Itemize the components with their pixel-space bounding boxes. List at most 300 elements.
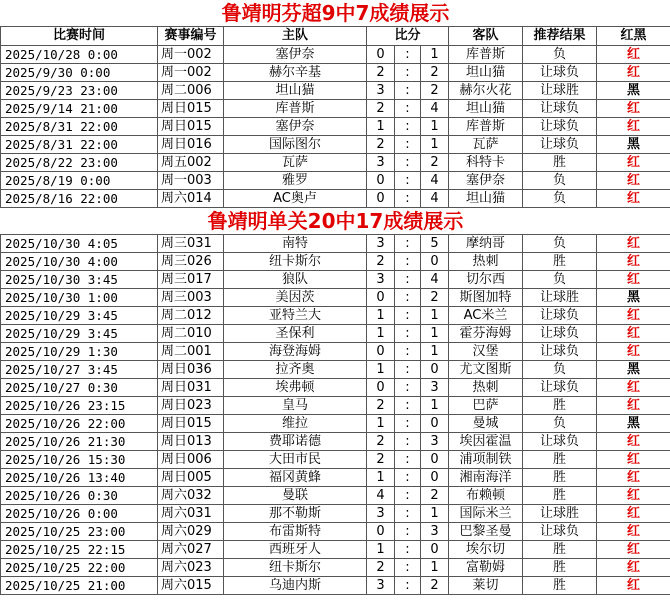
- home-score-cell: 3: [367, 235, 395, 253]
- header-row: [1, 27, 670, 46]
- result-cell: 红: [597, 379, 670, 397]
- home-team-cell: 国际图尔: [224, 136, 367, 154]
- score-separator-cell: :: [395, 487, 421, 505]
- match-code-cell: 周日015: [158, 100, 224, 118]
- table-row: [1, 190, 670, 208]
- table-row: [1, 523, 670, 541]
- score-separator-cell: :: [395, 82, 421, 100]
- home-team-cell: 南特: [224, 235, 367, 253]
- home-team-cell: 大田市民: [224, 451, 367, 469]
- match-time-cell: 2025/10/29 1:30: [1, 343, 158, 361]
- match-code-cell: 周二012: [158, 307, 224, 325]
- match-time-cell: 2025/10/25 22:00: [1, 559, 158, 577]
- recommendation-cell: 让球胜: [523, 289, 597, 307]
- away-team-cell: 埃因霍温: [449, 433, 523, 451]
- match-time-cell: 2025/10/26 0:00: [1, 505, 158, 523]
- match-time-cell: 2025/10/29 3:45: [1, 325, 158, 343]
- match-time-cell: 2025/8/31 22:00: [1, 118, 158, 136]
- match-time-cell: 2025/10/26 21:30: [1, 433, 158, 451]
- away-team-cell: 埃尔切: [449, 541, 523, 559]
- result-cell: 红: [597, 505, 670, 523]
- match-code-cell: 周日005: [158, 469, 224, 487]
- recommendation-cell: 胜: [523, 253, 597, 271]
- header-code: 赛事编号: [158, 27, 224, 46]
- home-team-cell: 坦山猫: [224, 82, 367, 100]
- home-score-cell: 0: [367, 343, 395, 361]
- recommendation-cell: 胜: [523, 541, 597, 559]
- section2-title: 鲁靖明单关20中17成绩展示: [207, 209, 464, 233]
- home-score-cell: 3: [367, 505, 395, 523]
- home-score-cell: 1: [367, 307, 395, 325]
- match-time-cell: 2025/10/30 3:45: [1, 271, 158, 289]
- match-time-cell: 2025/10/27 0:30: [1, 379, 158, 397]
- header-rec: 推荐结果: [523, 27, 597, 46]
- home-score-cell: 3: [367, 154, 395, 172]
- table-row: [1, 541, 670, 559]
- home-team-cell: 海登海姆: [224, 343, 367, 361]
- home-score-cell: 0: [367, 289, 395, 307]
- away-team-cell: 瓦萨: [449, 136, 523, 154]
- match-code-cell: 周日031: [158, 379, 224, 397]
- recommendation-cell: 负: [523, 361, 597, 379]
- match-time-cell: 2025/10/29 3:45: [1, 307, 158, 325]
- result-cell: 红: [597, 307, 670, 325]
- away-team-cell: 浦项制铁: [449, 451, 523, 469]
- match-code-cell: 周三003: [158, 289, 224, 307]
- away-team-cell: 湘南海洋: [449, 469, 523, 487]
- table-row: [1, 172, 670, 190]
- away-score-cell: 0: [421, 451, 449, 469]
- away-team-cell: 国际米兰: [449, 505, 523, 523]
- table-row: [1, 82, 670, 100]
- recommendation-cell: 让球负: [523, 307, 597, 325]
- home-score-cell: 1: [367, 325, 395, 343]
- match-code-cell: 周二010: [158, 325, 224, 343]
- match-time-cell: 2025/8/19 0:00: [1, 172, 158, 190]
- recommendation-cell: 负: [523, 271, 597, 289]
- home-team-cell: 维拉: [224, 415, 367, 433]
- home-team-cell: 拉齐奥: [224, 361, 367, 379]
- score-separator-cell: :: [395, 559, 421, 577]
- recommendation-cell: 让球负: [523, 118, 597, 136]
- away-team-cell: 坦山猫: [449, 100, 523, 118]
- match-code-cell: 周日015: [158, 415, 224, 433]
- away-score-cell: 0: [421, 361, 449, 379]
- home-team-cell: 曼联: [224, 487, 367, 505]
- match-code-cell: 周六027: [158, 541, 224, 559]
- away-score-cell: 2: [421, 577, 449, 595]
- result-cell: 红: [597, 118, 670, 136]
- home-team-cell: 西班牙人: [224, 541, 367, 559]
- recommendation-cell: 让球负: [523, 433, 597, 451]
- away-team-cell: 布赖顿: [449, 487, 523, 505]
- result-cell: 红: [597, 487, 670, 505]
- result-cell: 黑: [597, 361, 670, 379]
- recommendation-cell: 让球负: [523, 64, 597, 82]
- home-score-cell: 0: [367, 46, 395, 64]
- score-separator-cell: :: [395, 397, 421, 415]
- match-code-cell: 周六029: [158, 523, 224, 541]
- result-cell: 黑: [597, 415, 670, 433]
- home-team-cell: 狼队: [224, 271, 367, 289]
- away-team-cell: 热刺: [449, 379, 523, 397]
- home-team-cell: AC奥卢: [224, 190, 367, 208]
- away-team-cell: 斯图加特: [449, 289, 523, 307]
- match-time-cell: 2025/8/16 22:00: [1, 190, 158, 208]
- score-separator-cell: :: [395, 415, 421, 433]
- result-cell: 红: [597, 325, 670, 343]
- away-score-cell: 3: [421, 523, 449, 541]
- home-team-cell: 费耶诺德: [224, 433, 367, 451]
- away-team-cell: 摩纳哥: [449, 235, 523, 253]
- table-row: [1, 433, 670, 451]
- result-cell: 红: [597, 469, 670, 487]
- match-time-cell: 2025/10/30 4:05: [1, 235, 158, 253]
- match-code-cell: 周二001: [158, 343, 224, 361]
- recommendation-cell: 胜: [523, 154, 597, 172]
- recommendation-cell: 让球负: [523, 343, 597, 361]
- header-res: 红黑: [597, 27, 670, 46]
- score-separator-cell: :: [395, 451, 421, 469]
- table-row: [1, 289, 670, 307]
- result-cell: 红: [597, 253, 670, 271]
- section2-title-row: [1, 208, 670, 235]
- match-code-cell: 周一002: [158, 46, 224, 64]
- match-code-cell: 周三017: [158, 271, 224, 289]
- match-time-cell: 2025/8/31 22:00: [1, 136, 158, 154]
- score-separator-cell: :: [395, 523, 421, 541]
- table-row: [1, 235, 670, 253]
- away-team-cell: 汉堡: [449, 343, 523, 361]
- match-code-cell: 周六014: [158, 190, 224, 208]
- score-separator-cell: :: [395, 100, 421, 118]
- away-score-cell: 1: [421, 325, 449, 343]
- away-team-cell: 曼城: [449, 415, 523, 433]
- recommendation-cell: 让球负: [523, 325, 597, 343]
- score-separator-cell: :: [395, 307, 421, 325]
- result-cell: 红: [597, 64, 670, 82]
- away-score-cell: 1: [421, 118, 449, 136]
- recommendation-cell: 让球负: [523, 523, 597, 541]
- home-team-cell: 赫尔辛基: [224, 64, 367, 82]
- home-score-cell: 2: [367, 64, 395, 82]
- match-time-cell: 2025/10/30 1:00: [1, 289, 158, 307]
- result-cell: 红: [597, 397, 670, 415]
- table-row: [1, 307, 670, 325]
- table-row: [1, 271, 670, 289]
- score-separator-cell: :: [395, 541, 421, 559]
- home-team-cell: 塞伊奈: [224, 46, 367, 64]
- home-team-cell: 乌迪内斯: [224, 577, 367, 595]
- away-score-cell: 3: [421, 433, 449, 451]
- away-score-cell: 2: [421, 154, 449, 172]
- match-code-cell: 周三026: [158, 253, 224, 271]
- home-score-cell: 2: [367, 451, 395, 469]
- away-team-cell: 坦山猫: [449, 190, 523, 208]
- match-time-cell: 2025/10/27 3:45: [1, 361, 158, 379]
- result-cell: 黑: [597, 289, 670, 307]
- table-row: [1, 253, 670, 271]
- match-code-cell: 周日006: [158, 451, 224, 469]
- result-cell: 红: [597, 190, 670, 208]
- away-score-cell: 1: [421, 307, 449, 325]
- away-score-cell: 2: [421, 289, 449, 307]
- result-cell: 红: [597, 577, 670, 595]
- score-separator-cell: :: [395, 577, 421, 595]
- away-score-cell: 1: [421, 505, 449, 523]
- result-cell: 黑: [597, 82, 670, 100]
- away-score-cell: 0: [421, 469, 449, 487]
- home-score-cell: 0: [367, 172, 395, 190]
- match-time-cell: 2025/10/26 15:30: [1, 451, 158, 469]
- away-score-cell: 3: [421, 379, 449, 397]
- header-home: 主队: [224, 27, 367, 46]
- result-cell: 红: [597, 100, 670, 118]
- away-score-cell: 2: [421, 487, 449, 505]
- away-score-cell: 1: [421, 397, 449, 415]
- away-team-cell: 科特卡: [449, 154, 523, 172]
- table-row: [1, 100, 670, 118]
- table-row: [1, 64, 670, 82]
- match-code-cell: 周五002: [158, 154, 224, 172]
- away-score-cell: 5: [421, 235, 449, 253]
- match-code-cell: 周六015: [158, 577, 224, 595]
- header-time: 比赛时间: [1, 27, 158, 46]
- score-separator-cell: :: [395, 136, 421, 154]
- match-code-cell: 周日016: [158, 136, 224, 154]
- table-row: [1, 505, 670, 523]
- recommendation-cell: 让球胜: [523, 82, 597, 100]
- away-team-cell: 富勒姆: [449, 559, 523, 577]
- score-separator-cell: :: [395, 505, 421, 523]
- home-score-cell: 0: [367, 190, 395, 208]
- table-row: [1, 415, 670, 433]
- match-code-cell: 周日015: [158, 118, 224, 136]
- away-team-cell: 热刺: [449, 253, 523, 271]
- table-row: [1, 469, 670, 487]
- result-cell: 红: [597, 172, 670, 190]
- score-separator-cell: :: [395, 118, 421, 136]
- home-team-cell: 塞伊奈: [224, 118, 367, 136]
- away-team-cell: 尤文图斯: [449, 361, 523, 379]
- home-score-cell: 0: [367, 379, 395, 397]
- match-code-cell: 周日013: [158, 433, 224, 451]
- home-team-cell: 雅罗: [224, 172, 367, 190]
- home-team-cell: 库普斯: [224, 100, 367, 118]
- match-code-cell: 周六031: [158, 505, 224, 523]
- away-score-cell: 0: [421, 253, 449, 271]
- match-time-cell: 2025/10/28 0:00: [1, 46, 158, 64]
- home-score-cell: 1: [367, 415, 395, 433]
- away-team-cell: 霍芬海姆: [449, 325, 523, 343]
- recommendation-cell: 负: [523, 172, 597, 190]
- away-team-cell: 巴黎圣曼: [449, 523, 523, 541]
- home-team-cell: 皇马: [224, 397, 367, 415]
- match-time-cell: 2025/10/25 22:15: [1, 541, 158, 559]
- recommendation-cell: 负: [523, 235, 597, 253]
- home-team-cell: 布雷斯特: [224, 523, 367, 541]
- table-row: [1, 379, 670, 397]
- result-cell: 红: [597, 433, 670, 451]
- away-score-cell: 0: [421, 415, 449, 433]
- section1-title-row: [1, 0, 670, 27]
- table-row: [1, 361, 670, 379]
- result-cell: 红: [597, 46, 670, 64]
- result-cell: 红: [597, 235, 670, 253]
- away-score-cell: 2: [421, 64, 449, 82]
- home-team-cell: 埃弗顿: [224, 379, 367, 397]
- match-code-cell: 周三031: [158, 235, 224, 253]
- recommendation-cell: 负: [523, 190, 597, 208]
- score-separator-cell: :: [395, 235, 421, 253]
- match-time-cell: 2025/9/23 23:00: [1, 82, 158, 100]
- score-separator-cell: :: [395, 469, 421, 487]
- recommendation-cell: 负: [523, 415, 597, 433]
- away-score-cell: 1: [421, 343, 449, 361]
- match-code-cell: 周一003: [158, 172, 224, 190]
- match-code-cell: 周日023: [158, 397, 224, 415]
- score-separator-cell: :: [395, 172, 421, 190]
- away-team-cell: AC米兰: [449, 307, 523, 325]
- away-score-cell: 4: [421, 100, 449, 118]
- home-team-cell: 纽卡斯尔: [224, 253, 367, 271]
- match-time-cell: 2025/9/14 21:00: [1, 100, 158, 118]
- score-separator-cell: :: [395, 289, 421, 307]
- home-score-cell: 2: [367, 100, 395, 118]
- result-cell: 红: [597, 523, 670, 541]
- result-cell: 红: [597, 559, 670, 577]
- match-code-cell: 周一002: [158, 64, 224, 82]
- recommendation-cell: 让球胜: [523, 505, 597, 523]
- home-team-cell: 亚特兰大: [224, 307, 367, 325]
- score-separator-cell: :: [395, 433, 421, 451]
- away-score-cell: 0: [421, 541, 449, 559]
- recommendation-cell: 胜: [523, 559, 597, 577]
- table-row: [1, 451, 670, 469]
- away-team-cell: 坦山猫: [449, 64, 523, 82]
- section1-title: 鲁靖明芬超9中7成绩展示: [221, 1, 450, 25]
- match-code-cell: 周日036: [158, 361, 224, 379]
- away-team-cell: 切尔西: [449, 271, 523, 289]
- match-code-cell: 周二006: [158, 82, 224, 100]
- away-team-cell: 巴萨: [449, 397, 523, 415]
- home-score-cell: 2: [367, 136, 395, 154]
- recommendation-cell: 让球负: [523, 136, 597, 154]
- home-score-cell: 0: [367, 523, 395, 541]
- match-code-cell: 周六023: [158, 559, 224, 577]
- home-team-cell: 瓦萨: [224, 154, 367, 172]
- match-time-cell: 2025/8/22 23:00: [1, 154, 158, 172]
- away-score-cell: 1: [421, 46, 449, 64]
- score-separator-cell: :: [395, 190, 421, 208]
- home-score-cell: 3: [367, 577, 395, 595]
- recommendation-cell: 胜: [523, 397, 597, 415]
- table-row: [1, 397, 670, 415]
- table-row: [1, 577, 670, 595]
- result-cell: 红: [597, 154, 670, 172]
- header-away: 客队: [449, 27, 523, 46]
- header-score: 比分: [367, 27, 449, 46]
- home-score-cell: 1: [367, 469, 395, 487]
- table-row: [1, 46, 670, 64]
- recommendation-cell: 胜: [523, 577, 597, 595]
- section1-rows: [1, 46, 670, 208]
- score-separator-cell: :: [395, 271, 421, 289]
- home-score-cell: 1: [367, 541, 395, 559]
- table-row: [1, 559, 670, 577]
- score-separator-cell: :: [395, 64, 421, 82]
- home-team-cell: 那不勒斯: [224, 505, 367, 523]
- match-time-cell: 2025/10/25 21:00: [1, 577, 158, 595]
- score-separator-cell: :: [395, 361, 421, 379]
- table-row: [1, 487, 670, 505]
- table-row: [1, 325, 670, 343]
- home-team-cell: 纽卡斯尔: [224, 559, 367, 577]
- score-separator-cell: :: [395, 46, 421, 64]
- home-score-cell: 2: [367, 433, 395, 451]
- away-team-cell: 赫尔火花: [449, 82, 523, 100]
- home-team-cell: 美因茨: [224, 289, 367, 307]
- table-row: [1, 154, 670, 172]
- score-separator-cell: :: [395, 253, 421, 271]
- result-cell: 红: [597, 271, 670, 289]
- match-code-cell: 周六032: [158, 487, 224, 505]
- home-score-cell: 1: [367, 118, 395, 136]
- recommendation-cell: 胜: [523, 451, 597, 469]
- score-separator-cell: :: [395, 343, 421, 361]
- away-score-cell: 2: [421, 82, 449, 100]
- away-score-cell: 4: [421, 271, 449, 289]
- home-score-cell: 3: [367, 82, 395, 100]
- home-score-cell: 3: [367, 271, 395, 289]
- recommendation-cell: 让球负: [523, 100, 597, 118]
- result-cell: 红: [597, 343, 670, 361]
- recommendation-cell: 让球负: [523, 379, 597, 397]
- match-time-cell: 2025/10/26 22:00: [1, 415, 158, 433]
- recommendation-cell: 负: [523, 46, 597, 64]
- away-score-cell: 1: [421, 559, 449, 577]
- match-time-cell: 2025/10/25 23:00: [1, 523, 158, 541]
- away-score-cell: 4: [421, 172, 449, 190]
- result-cell: 红: [597, 451, 670, 469]
- home-team-cell: 圣保利: [224, 325, 367, 343]
- home-score-cell: 2: [367, 397, 395, 415]
- away-team-cell: 莱切: [449, 577, 523, 595]
- score-separator-cell: :: [395, 154, 421, 172]
- home-score-cell: 2: [367, 253, 395, 271]
- away-team-cell: 塞伊奈: [449, 172, 523, 190]
- result-cell: 黑: [597, 136, 670, 154]
- home-team-cell: 福冈黄蜂: [224, 469, 367, 487]
- away-team-cell: 库普斯: [449, 46, 523, 64]
- match-time-cell: 2025/9/30 0:00: [1, 64, 158, 82]
- section2-rows: [1, 235, 670, 595]
- match-time-cell: 2025/10/26 23:15: [1, 397, 158, 415]
- score-separator-cell: :: [395, 325, 421, 343]
- score-separator-cell: :: [395, 379, 421, 397]
- match-time-cell: 2025/10/30 4:00: [1, 253, 158, 271]
- table-row: [1, 343, 670, 361]
- away-team-cell: 库普斯: [449, 118, 523, 136]
- home-score-cell: 2: [367, 559, 395, 577]
- table-row: [1, 118, 670, 136]
- away-score-cell: 4: [421, 190, 449, 208]
- recommendation-cell: 胜: [523, 469, 597, 487]
- match-time-cell: 2025/10/26 13:40: [1, 469, 158, 487]
- home-score-cell: 1: [367, 361, 395, 379]
- table-row: [1, 136, 670, 154]
- home-score-cell: 4: [367, 487, 395, 505]
